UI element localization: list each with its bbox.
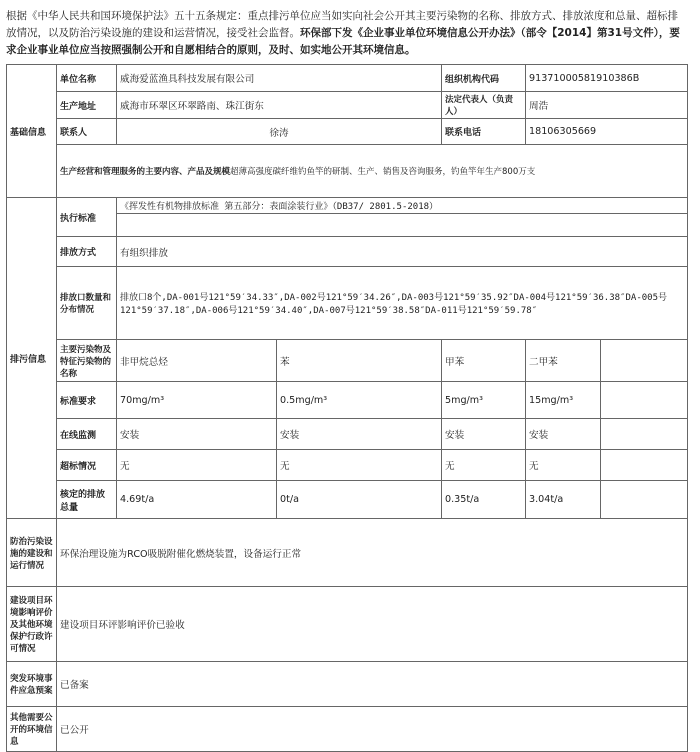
limit-cell: 5mg/m³	[442, 382, 526, 419]
emergency-label: 突发环境事件应急预案	[7, 662, 57, 707]
facility-label: 防治污染设施的建设和运行情况	[7, 519, 57, 587]
section-basic: 基础信息	[7, 65, 57, 198]
limit-cell: 15mg/m³	[526, 382, 601, 419]
method-label: 排放方式	[57, 237, 117, 267]
pollutant-cell: 甲苯	[442, 340, 526, 382]
pollutants-label: 主要污染物及特征污染物的名称	[57, 340, 117, 382]
standard-label: 执行标准	[57, 198, 117, 237]
env-info-table	[6, 64, 688, 752]
limit-cell: 70mg/m³	[117, 382, 277, 419]
legal-rep: 周浩	[526, 92, 688, 119]
monitor-label: 在线监测	[57, 419, 117, 450]
monitor-cell: 安装	[277, 419, 442, 450]
monitor-cell: 安装	[117, 419, 277, 450]
exceed-cell: 无	[442, 450, 526, 481]
method: 有组织排放	[117, 237, 688, 267]
monitor-cell: 安装	[526, 419, 601, 450]
pollutant-cell: 非甲烷总烃	[117, 340, 277, 382]
business: 超薄高强度碳纤维钓鱼竿的研制、生产、销售及咨询服务，钓鱼竿年生产800万支	[230, 167, 536, 177]
contact-label: 联系人	[57, 119, 117, 145]
limits-label: 标准要求	[57, 382, 117, 419]
exceed-cell: 无	[117, 450, 277, 481]
monitor-cell: 安装	[442, 419, 526, 450]
business-label: 生产经营和管理服务的主要内容、产品及规模	[60, 167, 231, 177]
business-row	[57, 145, 688, 198]
intro-part1: 根据《中华人民共和国环境保护法》五十五条规定：重点排污单位应当如实向社会公开其主要污染物的名称、排放方式、排放浓度和总量、超标排放情况，以及防治污染设施的建设和运营情况，接受社会监督。	[6, 10, 678, 39]
total-label: 核定的排放总量	[57, 481, 117, 519]
pollutant-cell: 苯	[277, 340, 442, 382]
pollutant-cell: 二甲苯	[526, 340, 601, 382]
limit-cell: 0.5mg/m³	[277, 382, 442, 419]
emergency-value: 已备案	[57, 662, 688, 707]
eia-value: 建设项目环评影响评价已验收	[57, 587, 688, 662]
eia-label: 建设项目环境影响评价及其他环境保护行政许可情况	[7, 587, 57, 662]
total-cell: 4.69t/a	[117, 481, 277, 519]
total-cell: 3.04t/a	[526, 481, 601, 519]
other-label: 其他需要公开的环境信息	[7, 707, 57, 752]
exceed-label: 超标情况	[57, 450, 117, 481]
outlets-label: 排放口数量和分布情况	[57, 267, 117, 340]
phone-label: 联系电话	[442, 119, 526, 145]
total-cell: 0.35t/a	[442, 481, 526, 519]
org-code: 91371000581910386B	[526, 65, 688, 92]
legal-rep-label: 法定代表人（负责人）	[442, 92, 526, 119]
phone: 18106305669	[526, 119, 688, 145]
section-discharge: 排污信息	[7, 198, 57, 519]
unit-name-label: 单位名称	[57, 65, 117, 92]
intro-paragraph	[6, 8, 686, 59]
contact: 徐涛	[117, 119, 442, 145]
standard: 《挥发性有机物排放标准 第五部分：表面涂装行业》（DB37/ 2801.5-2018）	[117, 198, 688, 214]
org-code-label: 组织机构代码	[442, 65, 526, 92]
other-value: 已公开	[57, 707, 688, 752]
address: 威海市环翠区环翠路南、珠江街东	[117, 92, 442, 119]
intro-part2: 环保部下发《企业事业单位环境信息公开办法》（部令【2014】第31号文件），要求企业事业单位应当按照强制公开和自愿相结合的原则，及时、如实地公开其环境信息。	[6, 27, 680, 56]
total-cell: 0t/a	[277, 481, 442, 519]
unit-name: 威海爱蓝渔具科技发展有限公司	[117, 65, 442, 92]
outlets: 排放口8个,DA-001号121°59′34.33″,DA-002号121°59′34.26″,DA-003号121°59′35.92″DA-004号121°59′36.38″DA-005号121°59′37.18″,DA-006号121°59′34.40″,DA-007号121°59′38.58″DA-011号121°59′59.78″	[117, 267, 688, 340]
facility-value: 环保治理设施为RCO吸脱附催化燃烧装置，设备运行正常	[57, 519, 688, 587]
address-label: 生产地址	[57, 92, 117, 119]
exceed-cell: 无	[277, 450, 442, 481]
exceed-cell: 无	[526, 450, 601, 481]
